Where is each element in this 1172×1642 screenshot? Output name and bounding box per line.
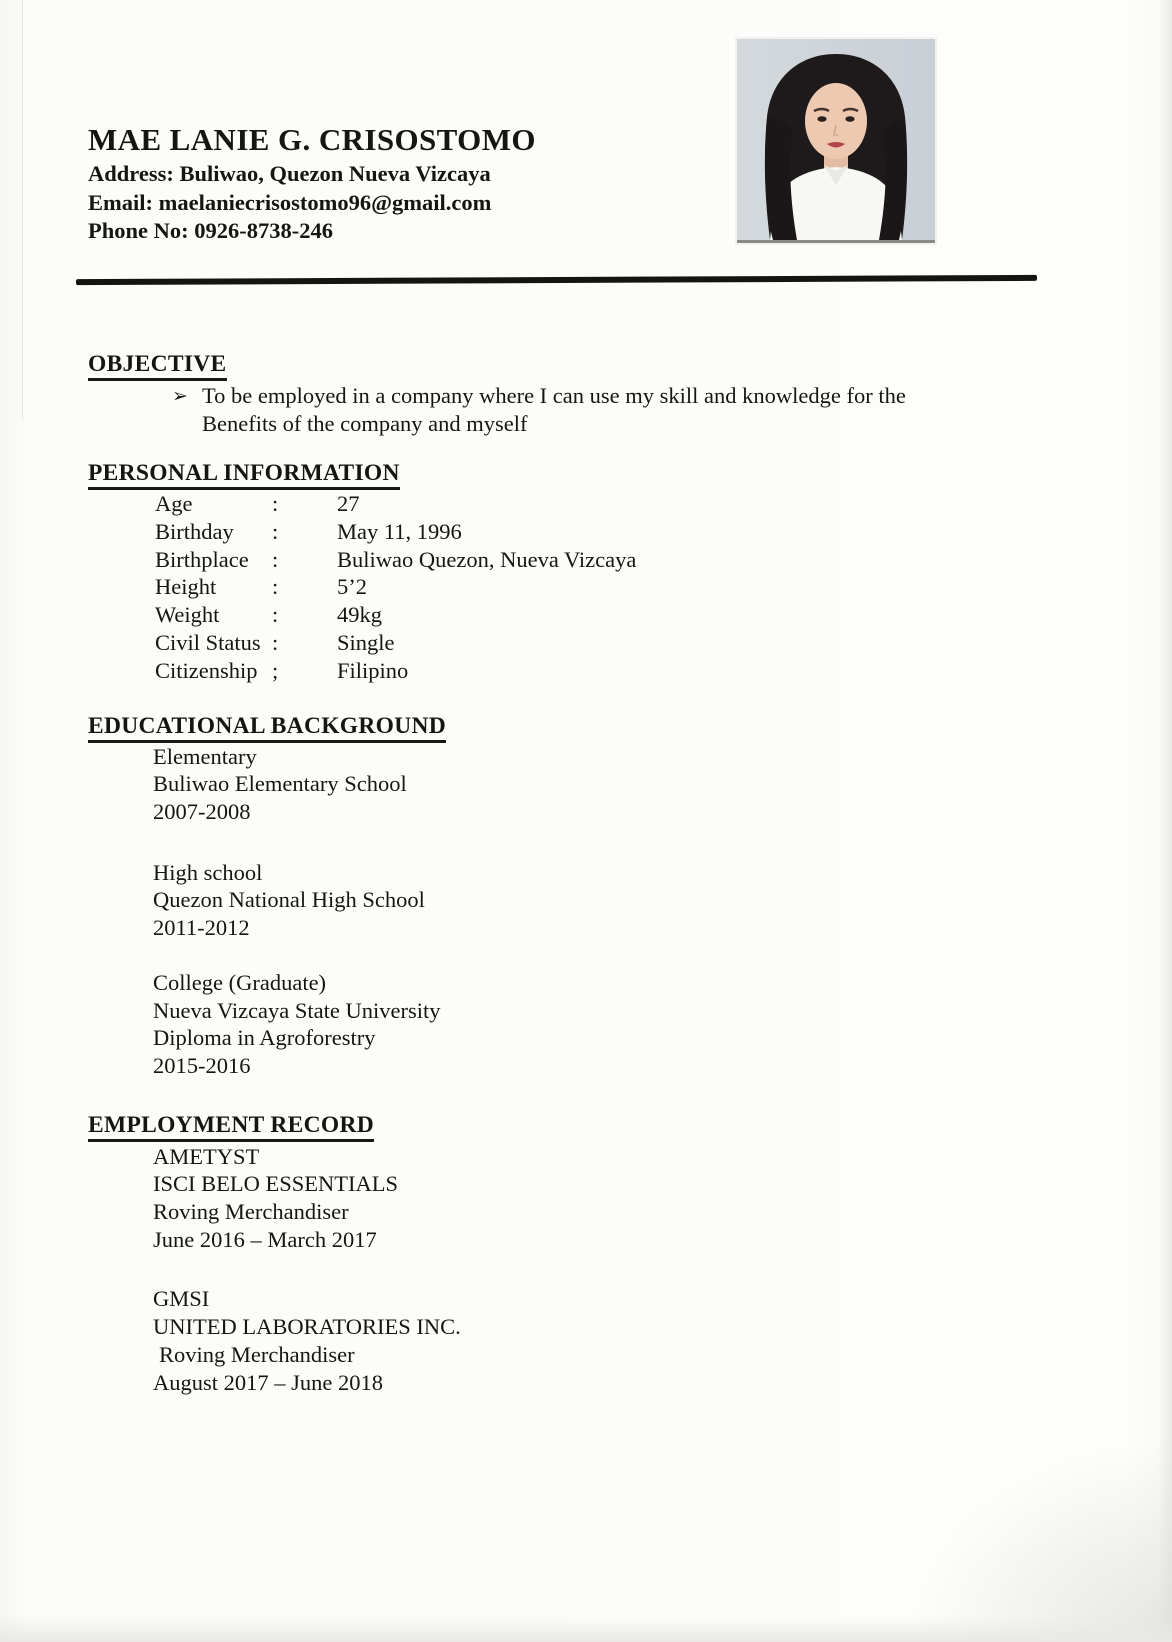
table-row (88, 629, 1048, 657)
resume-body (88, 352, 1048, 1396)
entry-line: Quezon National High School (153, 887, 425, 913)
row-value: 5’2 (337, 574, 367, 600)
phone-line: Phone No: 0926-8738-246 (88, 218, 333, 243)
contact-block (88, 160, 491, 246)
applicant-photo (737, 39, 935, 243)
row-label: Age (155, 491, 193, 516)
objective-heading: OBJECTIVE (88, 352, 1048, 381)
row-separator: : (272, 491, 279, 516)
row-label: Birthplace (155, 546, 249, 572)
objective-text (202, 382, 1022, 437)
entry-line: Diploma in Agroforestry (153, 1025, 376, 1051)
education-entry-elementary (88, 743, 1048, 826)
education-heading: EDUCATIONAL BACKGROUND (88, 714, 1048, 743)
row-label: Birthday (155, 518, 234, 544)
row-value: Single (337, 629, 395, 655)
scan-edge-shadow (1158, 0, 1172, 1642)
education-entry-college (88, 969, 1048, 1080)
row-value: Filipino (337, 657, 409, 683)
row-label: Height (155, 574, 217, 600)
objective-item (88, 382, 1048, 437)
entry-line: 2015-2016 (153, 1052, 251, 1078)
address-line: Address: Buliwao, Quezon Nueva Vizcaya (88, 161, 491, 186)
employment-entry-ametyst (88, 1143, 1048, 1254)
scan-corner-noise (912, 1442, 1172, 1642)
table-row (88, 546, 1048, 574)
entry-line: Buliwao Elementary School (153, 771, 407, 797)
entry-line: ISCI BELO ESSENTIALS (153, 1171, 399, 1197)
entry-line: Roving Merchandiser (159, 1341, 355, 1367)
entry-line: Roving Merchandiser (153, 1199, 349, 1225)
entry-line: 2011-2012 (153, 915, 250, 941)
entry-line: August 2017 – June 2018 (153, 1369, 383, 1395)
education-entry-highschool (88, 859, 1048, 942)
applicant-name: MAE LANIE G. CRISOSTOMO (88, 122, 536, 157)
email-line: Email: maelaniecrisostomo96@gmail.com (88, 189, 492, 215)
employment-heading: EMPLOYMENT RECORD (88, 1113, 1048, 1142)
entry-line: June 2016 – March 2017 (153, 1226, 377, 1252)
row-label: Citizenship (155, 657, 258, 683)
scan-seam (22, 0, 23, 420)
row-value: 27 (337, 491, 360, 516)
row-value: May 11, 1996 (337, 518, 462, 544)
table-row (88, 518, 1048, 546)
objective-line: Benefits of the company and myself (202, 410, 528, 436)
applicant-photo-graphic (737, 39, 935, 240)
arrow-bullet-icon: ➢ (172, 386, 188, 407)
entry-line: Elementary (153, 743, 257, 769)
row-value: Buliwao Quezon, Nueva Vizcaya (337, 546, 637, 572)
header-divider-rule (76, 275, 1037, 285)
row-separator: : (272, 574, 279, 600)
row-label: Civil Status (155, 629, 261, 655)
row-separator: : (272, 602, 279, 628)
table-row (88, 573, 1048, 601)
table-row (88, 657, 1048, 685)
table-row (88, 601, 1048, 629)
row-separator: ; (272, 657, 279, 683)
entry-line: Nueva Vizcaya State University (153, 997, 441, 1023)
entry-line: UNITED LABORATORIES INC. (153, 1314, 461, 1340)
scan-bottom-shade (0, 1616, 1172, 1642)
entry-line: High school (153, 859, 263, 885)
row-separator: : (272, 518, 279, 544)
row-separator: : (272, 546, 279, 572)
entry-line: GMSI (153, 1286, 210, 1312)
row-label: Weight (155, 602, 220, 628)
entry-line: College (Graduate) (153, 969, 327, 995)
table-row (88, 490, 1048, 518)
objective-line: To be employed in a company where I can use my skill and knowledge for the (202, 383, 906, 408)
personal-info-table (88, 490, 1048, 685)
entry-line: AMETYST (153, 1143, 260, 1169)
row-separator: : (272, 629, 279, 655)
row-value: 49kg (337, 602, 382, 628)
employment-entry-gmsi (88, 1285, 1048, 1396)
personal-info-heading: PERSONAL INFORMATION (88, 461, 1048, 490)
entry-line: 2007-2008 (153, 798, 251, 824)
